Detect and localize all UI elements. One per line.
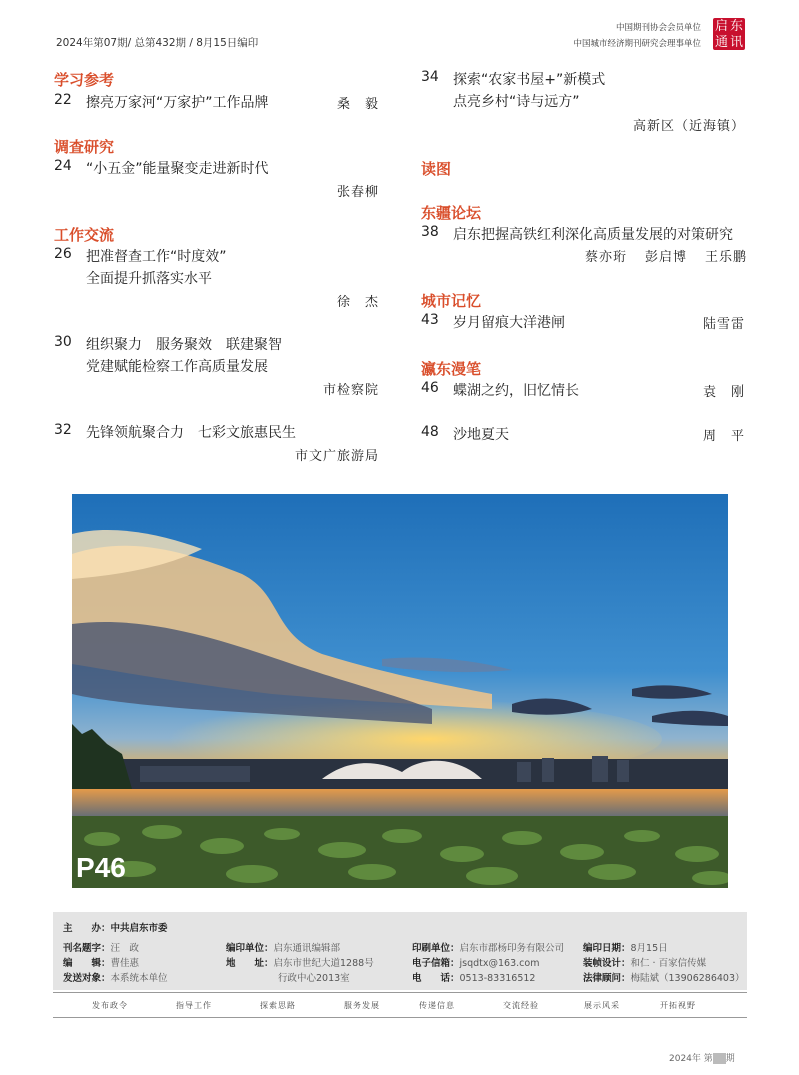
section-dutu: 读图 [421,160,452,178]
article-author: 蔡亦珩 [585,250,628,265]
photo-page-label: P46 [76,852,126,883]
section-diaocha: 调查研究 [54,138,115,156]
magazine-seal-logo [713,18,745,50]
article-title[interactable]: 启东把握高铁红利深化高质量发展的对策研究 [453,227,733,243]
article-title[interactable]: 蝶湖之约，旧忆情长 [453,383,579,399]
article-author: 张春柳 [336,185,379,200]
issue-number-box [713,1053,726,1064]
article-title[interactable]: 组织聚力 服务聚效 联建聚智 [86,337,282,353]
seal-char: 讯 [729,34,743,50]
article-number: 22 [54,92,72,108]
article-number: 26 [54,246,72,262]
tagline-item: 开拓视野 [660,1001,696,1010]
info-email: 电子信箱：jsqdtx@163.com [412,958,540,969]
section-gongzuo: 工作交流 [54,226,115,244]
info-address: 地 址：启东市世纪大道1288号 [226,958,374,969]
tagline-item: 发布政令 [92,1001,128,1010]
article-author: 市文广旅游局 [294,449,379,464]
article-author: 彭启博 [645,250,688,265]
article-author: 桑 毅 [336,97,379,112]
article-author: 陆雪雷 [702,317,745,332]
article-author: 高新区（近海镇） [632,119,745,134]
article-number: 34 [421,69,439,85]
info-design: 装帧设计：和仁 · 百家信传媒 [583,958,707,969]
tagline-item: 传递信息 [419,1001,455,1010]
article-number: 43 [421,312,439,328]
article-title[interactable]: 擦亮万家河“万家护”工作品牌 [86,95,269,111]
tagline-item: 指导工作 [176,1001,212,1010]
info-phone: 电 话：0513-83316512 [412,973,536,984]
info-printer: 印刷单位：启东市郡杨印务有限公司 [412,943,565,954]
article-title[interactable]: “小五金”能量聚变走进新时代 [86,161,269,177]
section-dongjiang: 东疆论坛 [421,204,482,222]
article-title[interactable]: 岁月留痕大洋港闸 [453,315,565,331]
article-number: 48 [421,424,439,440]
article-number: 30 [54,334,72,350]
info-title-calligraphy: 刊名题字：汪 政 [63,943,140,954]
article-title[interactable]: 先锋领航聚合力 七彩文旅惠民生 [86,425,296,441]
article-author: 周 平 [702,429,745,444]
info-publisher: 编印单位：启东通讯编辑部 [226,943,341,954]
tagline-item: 展示风采 [584,1001,620,1010]
info-recipients: 发送对象：本系统本单位 [63,973,168,984]
tagline-item: 探索思路 [260,1001,296,1010]
article-number: 38 [421,224,439,240]
article-number: 32 [54,422,72,438]
article-number: 46 [421,380,439,396]
article-title-line2[interactable]: 全面提升抓落实水平 [86,271,212,287]
tagline-item: 交流经验 [503,1001,539,1010]
association-member: 中国期刊协会会员单位 [615,23,701,33]
seal-char: 启 [714,18,728,34]
info-address-line2: 行政中心2013室 [278,973,350,984]
issue-info: 2024年第07期/ 总第432期 / 8月15日编印 [56,37,259,49]
info-editor: 编 辑：曹佳惠 [63,958,140,969]
article-title-line2[interactable]: 党建赋能检察工作高质量发展 [86,359,268,375]
sunset-lake-photo [72,494,728,888]
article-title[interactable]: 把准督查工作“时度效” [86,249,227,265]
seal-char: 东 [729,18,743,34]
page-footer: 2024年 第 期 [669,1054,735,1064]
tagline-item: 服务发展 [344,1001,380,1010]
article-author: 袁 刚 [702,385,745,400]
section-xuexi: 学习参考 [54,71,115,89]
divider [53,992,747,993]
info-print-date: 编印日期：8月15日 [583,943,668,954]
association-director: 中国城市经济期刊研究会理事单位 [573,39,701,49]
section-chengshi: 城市记忆 [421,292,482,310]
article-author: 徐 杰 [336,295,379,310]
seal-char: 通 [714,34,728,50]
article-author: 王乐鹏 [705,250,748,265]
section-yingdong: 瀛东漫笔 [421,360,482,378]
divider [53,1017,747,1018]
article-number: 24 [54,158,72,174]
article-author: 市检察院 [322,383,379,398]
article-title[interactable]: 探索“农家书屋+”新模式 [453,72,606,88]
article-title-line2[interactable]: 点亮乡村“诗与远方” [453,94,580,110]
info-host: 主 办：中共启东市委 [63,923,168,934]
article-title[interactable]: 沙地夏天 [453,427,509,443]
info-legal-advisor: 法律顾问：梅陆斌（13906286403） [583,973,745,984]
